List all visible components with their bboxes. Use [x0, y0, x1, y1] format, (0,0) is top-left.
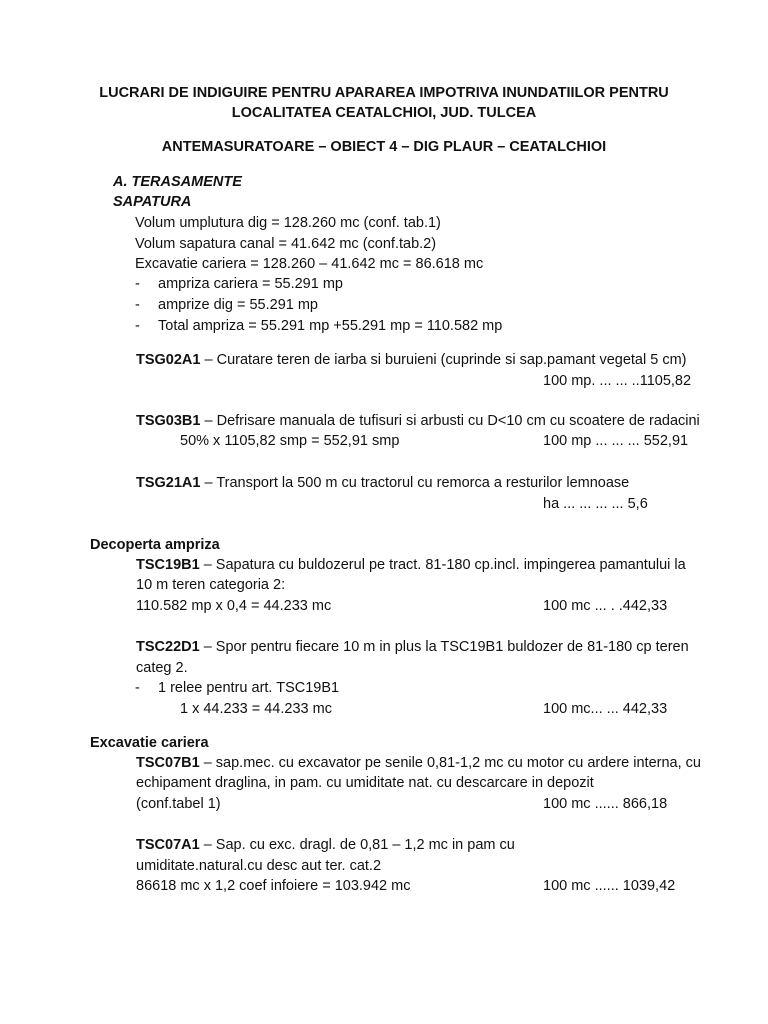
item-description: – Sapatura cu buldozerul pe tract. 81-180 cp.incl. impingerea pamantului la	[199, 557, 686, 573]
item-description: – Transport la 500 m cu tractorul cu remorca a resturilor lemnoase	[200, 475, 630, 491]
item-code: TSG02A1	[136, 352, 201, 368]
item-calculation: 50% x 1105,82 smp = 552,91 smp	[180, 433, 400, 449]
item-description: – Spor pentru fiecare 10 m in plus la TSC19B1 buldozer de 81-180 cp teren	[199, 639, 689, 655]
bullet-dash: -	[135, 680, 140, 696]
item-tsc22d1	[136, 639, 689, 656]
item-quantity: 100 mc ...... 1039,42	[543, 878, 676, 894]
bullet-dash: -	[135, 276, 140, 292]
item-quantity: 100 mc... ... 442,33	[543, 701, 668, 717]
bullet-dash: -	[135, 318, 140, 334]
item-quantity: 100 mc ...... 866,18	[543, 796, 668, 812]
item-quantity: ha ... ... ... ... 5,6	[543, 496, 648, 512]
section-a-subheading: SAPATURA	[113, 194, 192, 210]
item-quantity: 100 mp ... ... ... 552,91	[543, 433, 689, 449]
bullet-item: ampriza cariera = 55.291 mp	[158, 276, 343, 292]
section-heading-decoperta: Decoperta ampriza	[90, 537, 220, 553]
bullet-item: Total ampriza = 55.291 mp +55.291 mp = 110.582 mp	[158, 318, 503, 334]
item-tsc07b1	[136, 755, 701, 772]
item-calculation: 110.582 mp x 0,4 = 44.233 mc	[136, 598, 332, 614]
item-code: TSG03B1	[136, 413, 201, 429]
bullet-dash: -	[135, 297, 140, 313]
section-heading-excavatie: Excavatie cariera	[90, 735, 209, 751]
document-title-line1: LUCRARI DE INDIGUIRE PENTRU APARAREA IMPOTRIVA INUNDATIILOR PENTRU	[99, 85, 669, 101]
text-line: Volum umplutura dig = 128.260 mc (conf. tab.1)	[135, 215, 441, 231]
item-tsc07a1	[136, 837, 515, 854]
item-tsc19b1	[136, 557, 686, 574]
text-line: Excavatie cariera = 128.260 – 41.642 mc = 86.618 mc	[135, 256, 484, 272]
item-calculation: 1 x 44.233 = 44.233 mc	[180, 701, 332, 717]
item-code: TSC07A1	[136, 837, 200, 853]
item-tsg02a1	[136, 352, 687, 369]
item-calculation: (conf.tabel 1)	[136, 796, 221, 812]
item-quantity: 100 mc ... . .442,33	[543, 598, 668, 614]
document-subtitle: ANTEMASURATOARE – OBIECT 4 – DIG PLAUR – CEATALCHIOI	[161, 139, 607, 155]
item-description: – Sap. cu exc. dragl. de 0,81 – 1,2 mc in pam cu	[199, 837, 515, 853]
item-description: – Curatare teren de iarba si buruieni (cuprinde si sap.pamant vegetal 5 cm)	[200, 352, 687, 368]
item-description-cont: umiditate.natural.cu desc aut ter. cat.2	[136, 858, 382, 874]
item-tsg03b1	[136, 413, 700, 430]
item-code: TSC07B1	[136, 755, 200, 771]
bullet-item: amprize dig = 55.291 mp	[158, 297, 318, 313]
item-code: TSC19B1	[136, 557, 200, 573]
item-calculation: 86618 mc x 1,2 coef infoiere = 103.942 mc	[136, 878, 411, 894]
item-description-cont: categ 2.	[136, 660, 188, 676]
item-quantity: 100 mp. ... ... ..1105,82	[543, 373, 692, 389]
item-description: – sap.mec. cu excavator pe senile 0,81-1,2 mc cu motor cu ardere interna, cu	[199, 755, 701, 771]
section-a-heading: A. TERASAMENTE	[113, 174, 242, 190]
item-code: TSC22D1	[136, 639, 200, 655]
item-description: – Defrisare manuala de tufisuri si arbusti cu D<10 cm cu scoatere de radacini	[200, 413, 700, 429]
text-line: Volum sapatura canal = 41.642 mc (conf.tab.2)	[135, 236, 437, 252]
document-title-line2: LOCALITATEA CEATALCHIOI, JUD. TULCEA	[231, 105, 537, 121]
item-description-cont: 10 m teren categoria 2:	[136, 577, 286, 593]
bullet-item: 1 relee pentru art. TSC19B1	[158, 680, 340, 696]
item-tsg21a1	[136, 475, 629, 492]
item-code: TSG21A1	[136, 475, 201, 491]
item-description-cont: echipament draglina, in pam. cu umiditate nat. cu descarcare in depozit	[136, 775, 594, 791]
